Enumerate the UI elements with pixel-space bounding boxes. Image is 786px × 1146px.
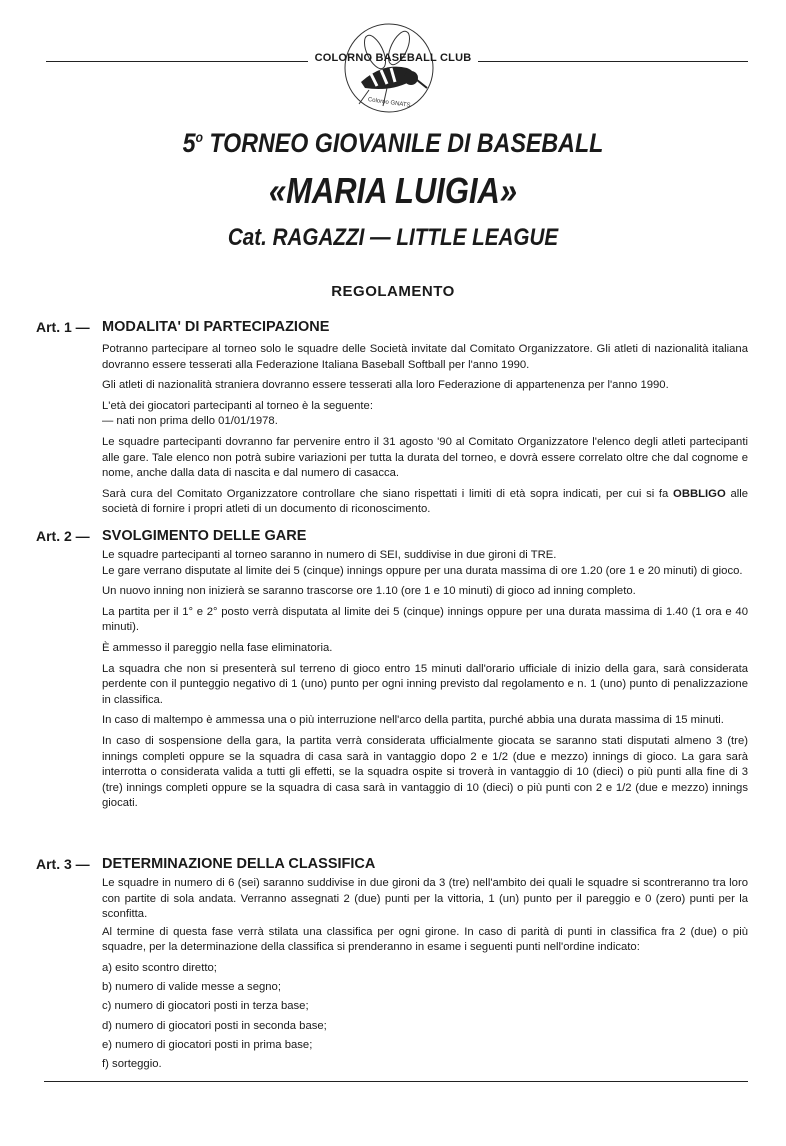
paragraph: In caso di sospensione della gara, la partita verrà considerata ufficialmente giocata se saranno stati disputati almeno 3 (tre) innings completi oppure se la squadra di casa sarà in vantaggio dopo 2 e 1/2 (due e mezzo) innings di gioco. La gara sarà interrotta o considerata valida a tutti gli effetti, se la squadra ospite si troverà in vantaggio di 10 (dieci) o più punti alla fine di 3 (tre) innings completi oppure se la squadra di casa sarà in vantaggio di 10 (dieci) o più punti con 2 e 1/2 (due e mezzo) innings giocati. [102,734,748,810]
article-title: SVOLGIMENTO DELLE GARE [102,528,307,544]
section-title: REGOLAMENTO [331,283,455,300]
paragraph: In caso di maltempo è ammessa una o più interruzione nell'arco della partita, purché abbia una durata massima di 15 minuti. [102,714,724,727]
paragraph: — nati non prima dello 01/01/1978. [102,415,278,428]
tournament-name: «MARIA LUIGIA» [268,170,518,211]
club-logo [343,22,435,114]
title-number: 5 [182,128,196,158]
article-3 [36,856,748,1076]
paragraph: È ammesso il pareggio nella fase eliminatoria. [102,641,333,654]
header-rule-left [46,61,308,62]
logo-caption: Colorno GNATS [367,97,411,109]
tournament-category: Cat. RAGAZZI — LITTLE LEAGUE [227,224,559,251]
tournament-title [55,128,731,159]
list-item: f) sorteggio. [102,1057,162,1070]
paragraph: Potranno partecipare al torneo solo le squadre delle Società invitate dal Comitato Organizzatore. Gli atleti di nazionalità italiana dovranno essere tesserati alla Federazione Italiana Baseball Softball per l'anno 1990. [102,343,748,371]
paragraph-text: Sarà cura del Comitato Organizzatore controllare che siano rispettati i limiti di età sopra indicati, per cui si fa [102,487,669,500]
title-text: TORNEO GIOVANILE DI BASEBALL [202,128,604,158]
article-number: Art. 3 — [36,856,90,872]
article-number: Art. 1 — [36,319,90,335]
paragraph: Le squadre in numero di 6 (sei) saranno suddivise in due gironi da 3 (tre) nell'ambito dei quali le squadre si scontreranno tra loro con partite di sola andata. Verranno assegnati 2 (due) punti per la vittoria, 1 (un) punto per il pareggio e 0 (zero) punti per la sconfitta. [102,877,748,921]
article-title: MODALITA' DI PARTECIPAZIONE [102,319,330,335]
paragraph: Le squadre partecipanti dovranno far pervenire entro il 31 agosto '90 al Comitato Organizzatore l'elenco degli atleti partecipanti alle gare. Tale elenco non potrà subire variazioni per tutta la durata del torneo, e dovrà essere correlato oltre che dal cognome e nome, anche dalla data di nascita e dal numero di casacca. [102,435,748,480]
paragraph: La squadra che non si presenterà sul terreno di gioco entro 15 minuti dall'orario ufficiale di inizio della gara, sarà considerata perdente con il punteggio negativo di 1 (uno) punto per ogni inning previsto dal regolamento e n. 1 (uno) punto di penalizzazione in classifica. [102,662,748,706]
title-ordinal: o [195,129,203,145]
header-rule-right [478,61,748,62]
paragraph: La partita per il 1° e 2° posto verrà disputata al limite dei 5 (cinque) innings oppure per una durata massima di 1.40 (1 ora e 40 minuti). [102,605,748,634]
article-1 [36,319,748,523]
list-item: b) numero di valide messe a segno; [102,981,281,994]
paragraph: Le squadre partecipanti al torneo saranno in numero di SEI, suddivise in due gironi di TRE. [102,549,557,561]
article-title: DETERMINAZIONE DELLA CLASSIFICA [102,856,376,872]
list-item: e) numero di giocatori posti in prima base; [102,1038,313,1051]
paragraph: Al termine di questa fase verrà stilata una classifica per ogni girone. In caso di parità di punti in classifica fra 2 (due) o più squadre, per la determinazione della classifica si prenderanno in esame i seguenti punti nell'ordine indicato: [102,925,748,954]
list-item: c) numero di giocatori posti in terza base; [102,1000,309,1013]
paragraph-emphasis: OBBLIGO [673,487,726,500]
paragraph: Un nuovo inning non inizierà se saranno trascorse ore 1.10 (ore 1 e 10 minuti) di gioco ad inning completo. [102,585,636,598]
list-item: d) numero di giocatori posti in seconda base; [102,1019,327,1032]
article-number: Art. 2 — [36,528,90,544]
footer-rule [44,1081,748,1082]
paragraph: L'età dei giocatori partecipanti al torneo è la seguente: [102,399,373,412]
paragraph [102,487,748,518]
paragraph-text: alle società di fornire i propri atleti di un documento di riconoscimento. [102,487,749,516]
paragraph: Le gare verrano disputate al limite dei 5 (cinque) innings oppure per una durata massima di ore 1.20 (ore 1 e 20 minuti) di gioco. [102,564,743,577]
article-2 [36,528,748,817]
club-name: COLORNO BASEBALL CLUB [314,52,472,64]
paragraph: Gli atleti di nazionalità straniera dovranno essere tesserati alla loro Federazione di appartenenza per l'anno 1990. [102,379,669,392]
list-item: a) esito scontro diretto; [102,961,217,974]
